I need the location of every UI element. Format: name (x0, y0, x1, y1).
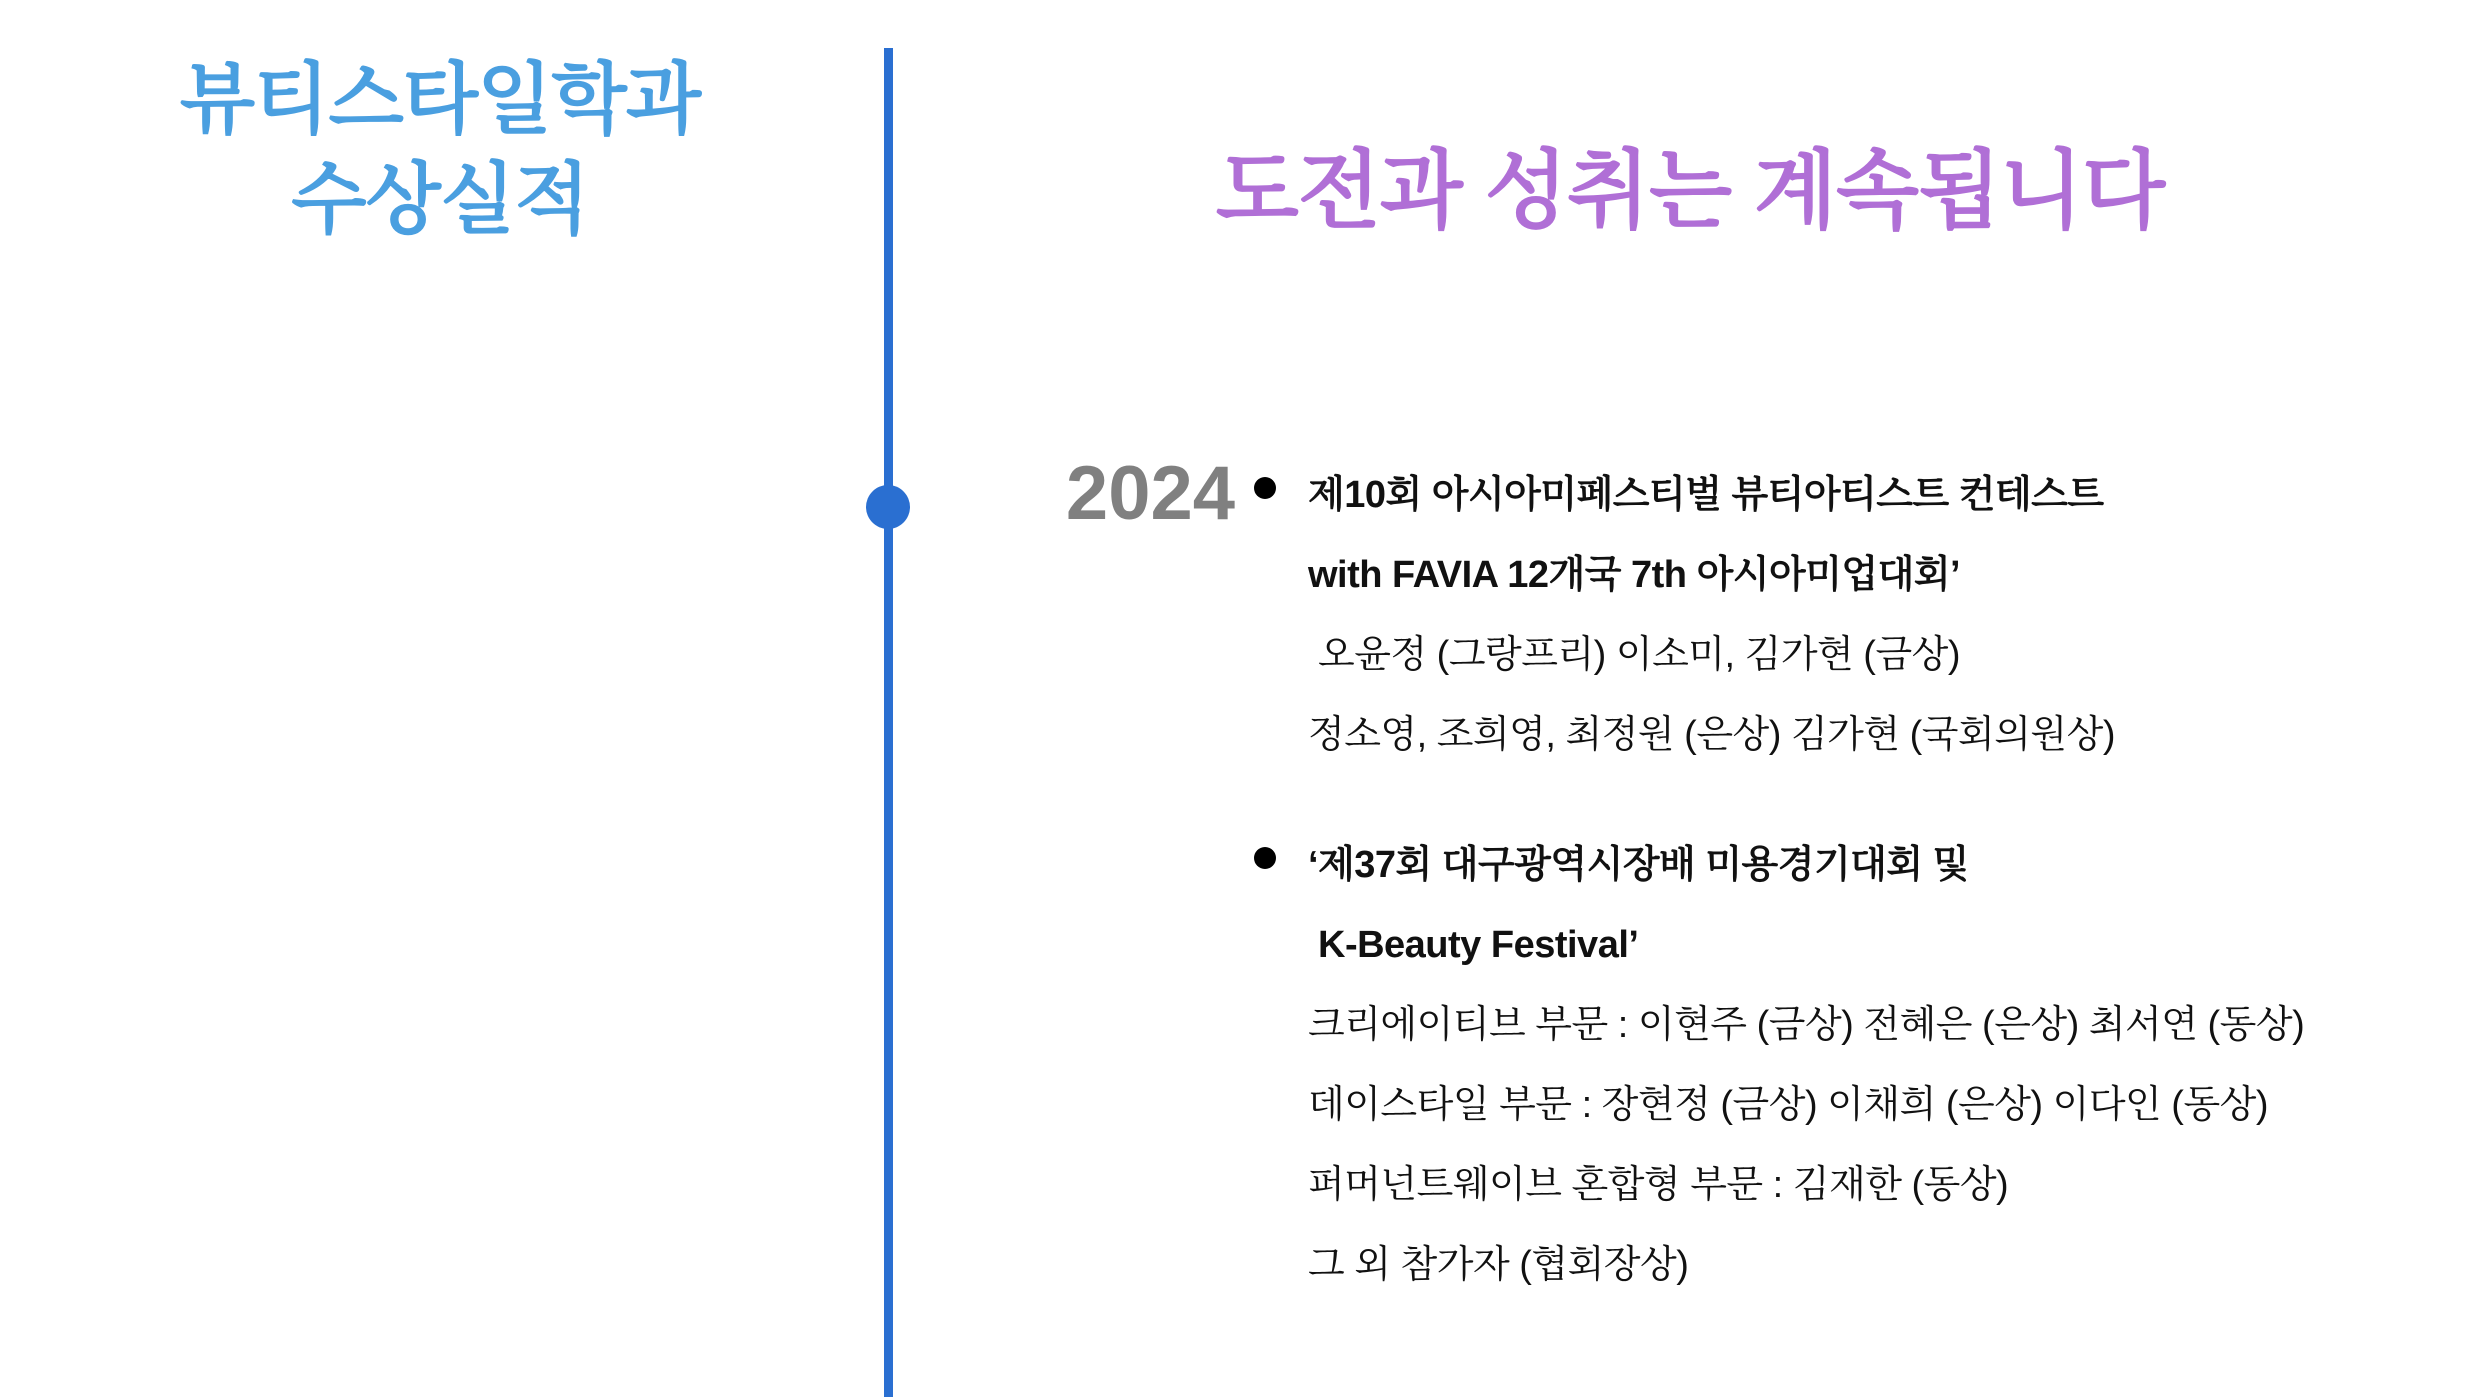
award-entry-line: K-Beauty Festival’ (1318, 924, 1639, 966)
award-entry-line: 그 외 참가자 (협회장상) (1308, 1244, 1689, 1286)
award-entry-list (1240, 455, 2460, 1355)
department-title (60, 50, 820, 250)
award-entry (1240, 455, 2460, 775)
award-entry-line: 데이스타일 부문 : 장현정 (금상) 이채희 (은상) 이다인 (동상) (1308, 1084, 2269, 1126)
department-title-line-1: 뷰티스타일학과 (179, 55, 701, 143)
timeline-year-marker-dot (866, 485, 910, 529)
award-entry-line: with FAVIA 12개국 7th 아시아미업대회’ (1308, 554, 1961, 596)
award-entry-line: 크리에이티브 부문 : 이현주 (금상) 전혜은 (은상) 최서연 (동상) (1308, 1004, 2305, 1046)
timeline-vertical-rule (884, 48, 893, 1397)
timeline-year-label: 2024 (1065, 451, 1235, 536)
award-entry (1240, 825, 2460, 1305)
award-entry-line: 제10회 아시아미페스티벌 뷰티아티스트 컨테스트 (1308, 474, 2104, 516)
award-entry-line: ‘제37회 대구광역시장배 미용경기대회 및 (1308, 844, 1969, 886)
award-entry-line: 오윤정 (그랑프리) 이소미, 김가현 (금상) (1318, 634, 1961, 676)
headline: 도전과 성취는 계속됩니다 (1215, 143, 2165, 239)
department-title-line-2: 수상실적 (291, 154, 589, 243)
award-entry-line: 퍼머넌트웨이브 혼합형 부문 : 김재한 (동상) (1308, 1164, 2009, 1206)
award-entry-line: 정소영, 조희영, 최정원 (은상) 김가현 (국회의원상) (1308, 714, 2115, 756)
bullet-icon (1254, 477, 1276, 499)
bullet-icon (1254, 847, 1276, 869)
